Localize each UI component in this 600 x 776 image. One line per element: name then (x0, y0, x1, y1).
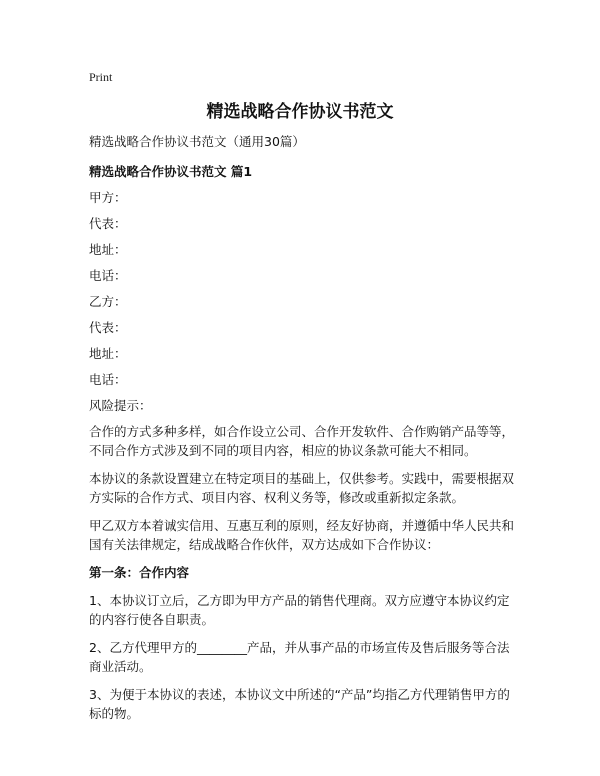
paragraph-cooperation-methods: 合作的方式多种多样，如合作设立公司、合作开发软件、合作购销产品等等，不同合作方式涉及到不同的项目内容，相应的协议条款可能大不相同。 (89, 424, 515, 458)
representative-b-field: 代表： (89, 320, 127, 335)
risk-notice-label: 风险提示： (89, 398, 152, 413)
print-label: Print (89, 70, 113, 84)
clause-3: 3、为便于本协议的表述，本协议文中所述的“产品”均指乙方代理销售甲方的标的物。 (89, 687, 510, 721)
phone-b-field: 电话： (89, 372, 127, 387)
paragraph-agreement-intro: 甲乙双方本着诚实信用、互惠互利的原则，经友好协商，并遵循中华人民共和国有关法律规定，结成战略合作伙伴，双方达成如下合作协议： (89, 518, 515, 552)
paragraph-terms-reference: 本协议的条款设置建立在特定项目的基础上，仅供参考。实践中，需要根据双方实际的合作方式、项目内容、权利义务等，修改或重新拟定条款。 (89, 471, 515, 505)
document-body (89, 128, 514, 723)
article-1-heading: 第一条：合作内容 (89, 565, 190, 580)
party-a-field: 甲方： (89, 190, 127, 205)
party-b-field: 乙方： (89, 294, 127, 309)
clause-1: 1、本协议订立后，乙方即为甲方产品的销售代理商。双方应遵守本协议约定的内容行使各自职责。 (89, 593, 510, 627)
clause-2: 2、乙方代理甲方的________产品，并从事产品的市场宣传及售后服务等合法商业活动。 (89, 640, 510, 674)
phone-a-field: 电话： (89, 268, 127, 283)
document-title: 精选战略合作协议书范文 (206, 102, 394, 122)
representative-a-field: 代表： (89, 216, 127, 231)
address-a-field: 地址： (89, 242, 127, 257)
address-b-field: 地址： (89, 346, 127, 361)
section-heading: 精选战略合作协议书范文 篇1 (89, 164, 253, 179)
document-subtitle: 精选战略合作协议书范文（通用30篇） (89, 134, 305, 149)
